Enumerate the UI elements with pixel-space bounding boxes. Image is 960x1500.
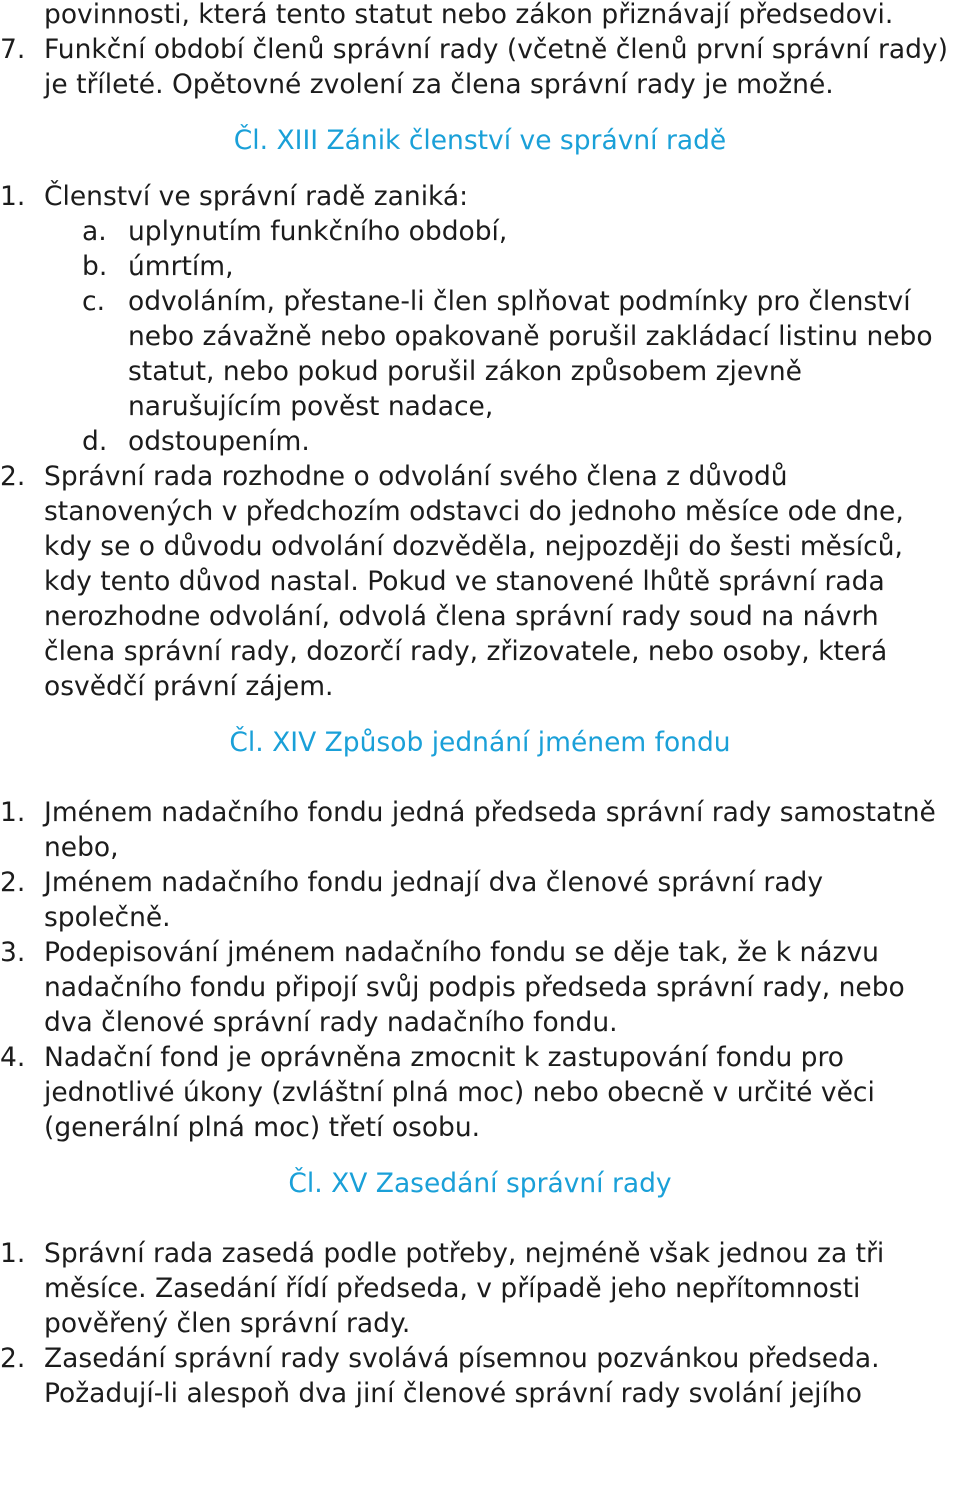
item-text: Členství ve správní radě zaniká: (44, 181, 469, 212)
list-item-2 (0, 459, 960, 704)
list-item-1 (0, 179, 960, 214)
item-text: Jménem nadačního fondu jednají dva členové správní rady společně. (44, 867, 824, 933)
list-item-4 (0, 1040, 960, 1145)
sub-item-text: odstoupením. (128, 426, 310, 457)
sub-item-text: odvoláním, přestane-li člen splňovat podmínky pro členství nebo závažně nebo opakovaně porušil zakládací listinu nebo statut, nebo pokud porušil zákon způsobem zjevně narušujícím pověst nadace, (128, 286, 933, 422)
sub-item-letter: d. (82, 426, 108, 457)
item-number: 7. (0, 34, 26, 65)
item-number: 2. (0, 1343, 26, 1374)
section-heading-xiii: Čl. XIII Zánik členství ve správní radě (233, 125, 727, 156)
item-text: Nadační fond je oprávněna zmocnit k zastupování fondu pro jednotlivé úkony (zvláštní plná moc) nebo obecně v určité věci (generální plná moc) třetí osobu. (44, 1042, 875, 1143)
item-text: Správní rada rozhodne o odvolání svého člena z důvodů stanovených v předchozím odstavci do jednoho měsíce ode dne, kdy se o důvodu odvolání dozvěděla, nejpozději do šesti měsíců, kdy tento důvod nastal. Pokud ve stanovené lhůtě správní rada nerozhodne odvolání, odvolá člena správní rady soud na návrh člena správní rady, dozorčí rady, zřizovatele, nebo osoby, která osvědčí právní zájem. (44, 461, 904, 702)
section-heading-xiv: Čl. XIV Způsob jednání jménem fondu (229, 727, 731, 758)
item-number: 1. (0, 1238, 26, 1269)
paragraph-text: povinnosti, která tento statut nebo zákon přiznávají předsedovi. (44, 0, 894, 30)
sub-item-c (0, 284, 960, 424)
sub-item-letter: a. (82, 216, 107, 247)
list-item-1 (0, 795, 960, 865)
sub-item-text: uplynutím funkčního období, (128, 216, 508, 247)
list-item-2 (0, 865, 960, 935)
sub-item-a (0, 214, 960, 249)
list-item-7 (0, 32, 960, 102)
item-number: 4. (0, 1042, 26, 1073)
list-item-1 (0, 1236, 960, 1341)
sub-item-text: úmrtím, (128, 251, 234, 282)
sub-item-b (0, 249, 960, 284)
item-number: 1. (0, 797, 26, 828)
sub-item-letter: b. (82, 251, 108, 282)
sub-item-letter: c. (82, 286, 105, 317)
item-text: Podepisování jménem nadačního fondu se děje tak, že k názvu nadačního fondu připojí svůj podpis předseda správní rady, nebo dva členové správní rady nadačního fondu. (44, 937, 905, 1038)
item-number: 2. (0, 867, 26, 898)
item-text: Funkční období členů správní rady (včetně členů první správní rady) je tříleté. Opětovné zvolení za člena správní rady je možné. (44, 34, 948, 100)
section-heading-xv: Čl. XV Zasedání správní rady (288, 1168, 672, 1199)
item-number: 2. (0, 461, 26, 492)
list-item-2 (0, 1341, 960, 1411)
carry-over-line (0, 0, 960, 32)
list-item-3 (0, 935, 960, 1040)
item-number: 1. (0, 181, 26, 212)
item-number: 3. (0, 937, 26, 968)
sub-item-d (0, 424, 960, 459)
item-text: Jménem nadačního fondu jedná předseda správní rady samostatně nebo, (44, 797, 936, 863)
item-text: Správní rada zasedá podle potřeby, nejméně však jednou za tři měsíce. Zasedání řídí předseda, v případě jeho nepřítomnosti pověřený člen správní rady. (44, 1238, 885, 1339)
item-text: Zasedání správní rady svolává písemnou pozvánkou předseda. Požadují-li alespoň dva jiní členové správní rady svolání jejího (44, 1343, 880, 1409)
